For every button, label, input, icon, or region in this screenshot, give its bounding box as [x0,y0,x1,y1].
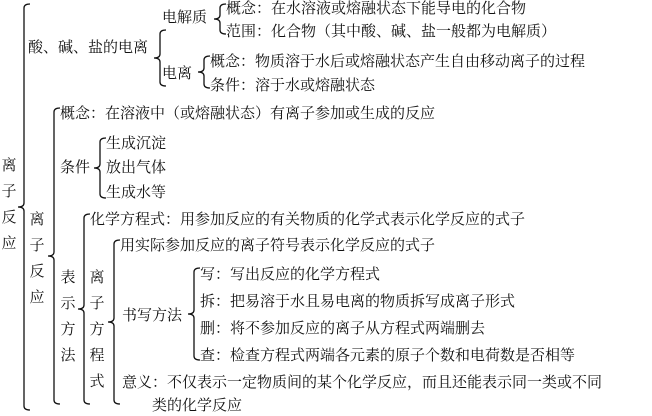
condition-item: 生成水等 [106,183,167,201]
condition-item: 生成沉淀 [106,134,167,152]
ion-reaction-concept: 概念：在溶液中（或熔融状态）有离子参加或生成的反应 [60,104,436,122]
ionize-label: 电离 [162,64,193,82]
chemical-equation: 化学方程式：用参加反应的有关物质的化学式表示化学反应的式子 [90,210,526,228]
electrolyte-label: 电解质 [162,8,208,26]
condition-item: 放出气体 [106,158,167,176]
electrolyte-scope: 范围：化合物（其中酸、碱、盐一般都为电解质） [226,22,557,40]
representation-label: 表示方法 [60,268,76,364]
conditions-label: 条件 [60,158,91,176]
ionization-title: 酸、碱、盐的电离 [28,38,149,56]
ion-reaction-title: 离子反应 [29,210,45,306]
writing-brace [188,268,200,360]
meaning-line-2: 类的化学反应 [152,396,243,414]
ionize-concept: 概念：物质溶于水后或熔融状态产生自由移动离子的过程 [210,52,586,70]
ionic-equation-label: 离子方程式 [89,268,105,390]
electrolyte-brace [214,4,226,34]
writing-step: 删：将不参加反应的离子从方程式两端删去 [200,319,486,337]
writing-step: 查：检查方程式两端各元素的原子个数和电荷数是否相等 [200,346,576,364]
writing-step: 拆：把易溶于水且易电离的物质拆写成离子形式 [200,292,516,310]
writing-step: 写：写出反应的化学方程式 [200,265,381,283]
ionize-brace [198,56,210,88]
meaning-line-1: 意义：不仅表示一定物质间的某个化学反应，而且还能表示同一类或不同 [122,373,603,391]
ionize-condition: 条件：溶于水或熔融状态 [210,76,376,94]
ionic-equation-definition: 用实际参加反应的离子符号表示化学反应的式子 [120,236,436,254]
root-label: 离子反应 [1,156,17,252]
electrolyte-concept: 概念：在水溶液或熔融状态下能导电的化合物 [226,0,527,17]
conditions-brace [94,138,106,198]
writing-method-label: 书写方法 [122,306,183,324]
ionic-equation-brace [108,240,120,404]
